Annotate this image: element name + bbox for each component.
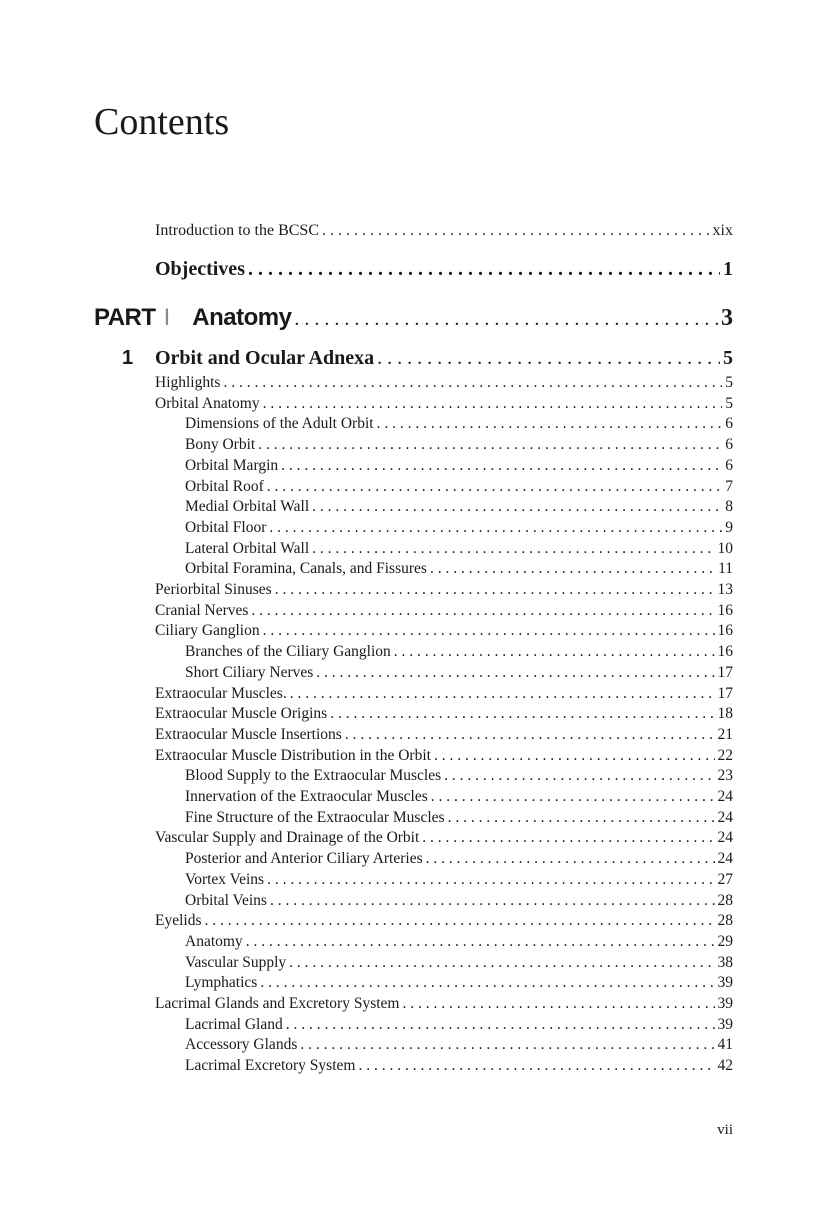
dot-leader bbox=[205, 912, 715, 930]
toc-page-number: 24 bbox=[717, 788, 733, 805]
toc-page-number: 6 bbox=[725, 436, 733, 454]
dot-leader bbox=[402, 995, 714, 1013]
toc-page-number: 7 bbox=[725, 477, 733, 495]
toc-page-number: 9 bbox=[725, 518, 733, 536]
toc-entry-label: Introduction to the BCSC bbox=[155, 222, 319, 239]
toc-page-number: 24 bbox=[717, 829, 733, 847]
toc-entry-label: Bony Orbit bbox=[185, 436, 256, 454]
toc-entry-label: Short Ciliary Nerves bbox=[185, 663, 314, 681]
part-label bbox=[94, 304, 291, 332]
toc-page-number: 3 bbox=[721, 305, 733, 331]
toc-entry-label: Lateral Orbital Wall bbox=[185, 539, 310, 557]
toc-page-number: 39 bbox=[717, 1015, 733, 1033]
part-numeral: I bbox=[163, 304, 171, 331]
toc-entry-label: Posterior and Anterior Ciliary Arteries bbox=[185, 850, 423, 868]
toc-entry-label: Extraocular Muscle Insertions bbox=[155, 725, 342, 743]
toc-entry-label: Fine Structure of the Extraocular Muscles bbox=[185, 808, 445, 826]
toc-page-number: 8 bbox=[725, 498, 733, 516]
dot-leader bbox=[260, 974, 714, 992]
toc-entry-label: Dimensions of the Adult Orbit bbox=[185, 415, 374, 433]
page-title: Contents bbox=[94, 101, 230, 143]
dot-leader bbox=[330, 705, 714, 723]
toc-entry-label: Periorbital Sinuses bbox=[155, 581, 272, 598]
toc-page-number: xix bbox=[712, 222, 733, 239]
chapter-number: 1 bbox=[122, 347, 134, 369]
toc-entry-label: Extraocular Muscle Distribution in the Orbit bbox=[155, 746, 431, 764]
dot-leader bbox=[294, 308, 718, 331]
dot-leader bbox=[316, 664, 714, 682]
dot-leader bbox=[286, 1016, 715, 1034]
toc-entry-label: Lacrimal Gland bbox=[185, 1015, 283, 1033]
toc-entry-label: Orbital Margin bbox=[185, 456, 279, 474]
toc-page-number: 24 bbox=[717, 850, 733, 868]
toc-entry-label: Eyelids bbox=[155, 912, 202, 930]
toc-page-number: 38 bbox=[717, 953, 733, 971]
page-folio: vii bbox=[717, 1122, 733, 1138]
toc-entry-label: Objectives bbox=[155, 258, 245, 280]
toc-page-number: 6 bbox=[725, 415, 733, 433]
toc-page-number: 39 bbox=[717, 974, 733, 992]
toc-entry-label: Accessory Glands bbox=[185, 1036, 298, 1054]
toc-page-number: 42 bbox=[717, 1057, 733, 1075]
toc-entry-label: Blood Supply to the Extraocular Muscles bbox=[185, 767, 442, 785]
dot-leader bbox=[448, 809, 715, 827]
toc-entry-label: Highlights bbox=[155, 374, 221, 391]
toc-page-number: 23 bbox=[717, 767, 733, 785]
toc-entry-label: Orbital Roof bbox=[185, 477, 264, 495]
dot-leader bbox=[269, 519, 722, 537]
dot-leader bbox=[431, 788, 715, 806]
toc-entry-label: Vascular Supply and Drainage of the Orbit bbox=[155, 829, 420, 847]
toc-page-number: 21 bbox=[717, 725, 733, 743]
toc-page-number: 27 bbox=[717, 870, 733, 888]
toc-entry-label: Vortex Veins bbox=[185, 870, 265, 888]
toc-entry-label: Anatomy bbox=[185, 932, 243, 950]
toc-page-number: 1 bbox=[723, 258, 733, 280]
toc-page-number: 5 bbox=[725, 374, 733, 391]
toc-page-number: 10 bbox=[717, 539, 733, 557]
toc-page-number: 17 bbox=[717, 684, 733, 702]
toc-entry-label: Orbital Foramina, Canals, and Fissures bbox=[185, 560, 427, 578]
toc-page-number: 22 bbox=[717, 746, 733, 764]
dot-leader bbox=[289, 954, 714, 972]
toc-page-number: 28 bbox=[717, 912, 733, 930]
dot-leader bbox=[300, 1036, 714, 1054]
dot-leader bbox=[223, 374, 722, 392]
toc-entry-label: Medial Orbital Wall bbox=[185, 498, 310, 516]
dot-leader bbox=[263, 622, 715, 640]
toc-entry-label: Innervation of the Extraocular Muscles bbox=[185, 788, 428, 805]
dot-leader bbox=[377, 347, 720, 370]
toc-page-number: 17 bbox=[717, 663, 733, 681]
dot-leader bbox=[422, 829, 714, 847]
toc-page-number: 16 bbox=[717, 643, 733, 661]
dot-leader bbox=[270, 892, 715, 910]
toc-entry-label: Vascular Supply bbox=[185, 953, 287, 971]
dot-leader bbox=[267, 478, 722, 496]
toc-page-number: 5 bbox=[725, 394, 733, 412]
dot-leader bbox=[444, 767, 714, 785]
dot-leader bbox=[358, 1057, 714, 1075]
part-title: Anatomy bbox=[192, 304, 292, 331]
toc-page-number: 39 bbox=[717, 995, 733, 1012]
toc-page-number: 29 bbox=[717, 932, 733, 950]
toc-entry-label: Extraocular Muscle Origins bbox=[155, 705, 328, 723]
toc-entry-label: Extraocular Muscles. bbox=[155, 684, 287, 702]
dot-leader bbox=[434, 747, 715, 765]
toc-entry-label: Lymphatics bbox=[185, 974, 258, 992]
dot-leader bbox=[394, 643, 715, 661]
toc-page-number: 16 bbox=[717, 601, 733, 619]
dot-leader bbox=[430, 560, 715, 578]
dot-leader bbox=[312, 498, 722, 516]
toc-entry-label: Orbital Veins bbox=[185, 891, 267, 909]
toc-entry-label: Branches of the Ciliary Ganglion bbox=[185, 643, 391, 661]
dot-leader bbox=[275, 581, 715, 599]
dot-leader bbox=[426, 850, 715, 868]
toc-page-number: 28 bbox=[717, 891, 733, 909]
toc-entry-label: Orbital Anatomy bbox=[155, 394, 260, 412]
dot-leader bbox=[312, 540, 714, 558]
toc-entry-label: Lacrimal Excretory System bbox=[185, 1057, 356, 1075]
dot-leader bbox=[290, 685, 715, 703]
toc-entry-label: Ciliary Ganglion bbox=[155, 622, 260, 640]
chapter-label bbox=[122, 347, 374, 370]
dot-leader bbox=[345, 726, 715, 744]
dot-leader bbox=[267, 871, 714, 889]
dot-leader bbox=[251, 602, 714, 620]
toc-page-number: 13 bbox=[717, 581, 733, 598]
toc-entry-label: Cranial Nerves bbox=[155, 601, 249, 619]
dot-leader bbox=[281, 457, 722, 475]
toc-page-number: 6 bbox=[725, 456, 733, 474]
chapter-title: Orbit and Ocular Adnexa bbox=[155, 347, 375, 369]
toc-page-number: 11 bbox=[718, 560, 733, 578]
toc-page-number: 16 bbox=[717, 622, 733, 640]
toc-page-number: 24 bbox=[717, 808, 733, 826]
toc-entry-label: Lacrimal Glands and Excretory System bbox=[155, 995, 400, 1012]
toc-entry-label: Orbital Floor bbox=[185, 518, 267, 536]
dot-leader bbox=[248, 258, 720, 281]
part-prefix: PART bbox=[94, 304, 156, 331]
dot-leader bbox=[263, 395, 723, 413]
dot-leader bbox=[246, 933, 715, 951]
toc-page-number: 18 bbox=[717, 705, 733, 723]
dot-leader bbox=[258, 436, 722, 454]
toc-page-number: 41 bbox=[717, 1036, 733, 1054]
dot-leader bbox=[322, 222, 710, 240]
toc-page-number: 5 bbox=[723, 347, 733, 369]
dot-leader bbox=[377, 415, 723, 433]
